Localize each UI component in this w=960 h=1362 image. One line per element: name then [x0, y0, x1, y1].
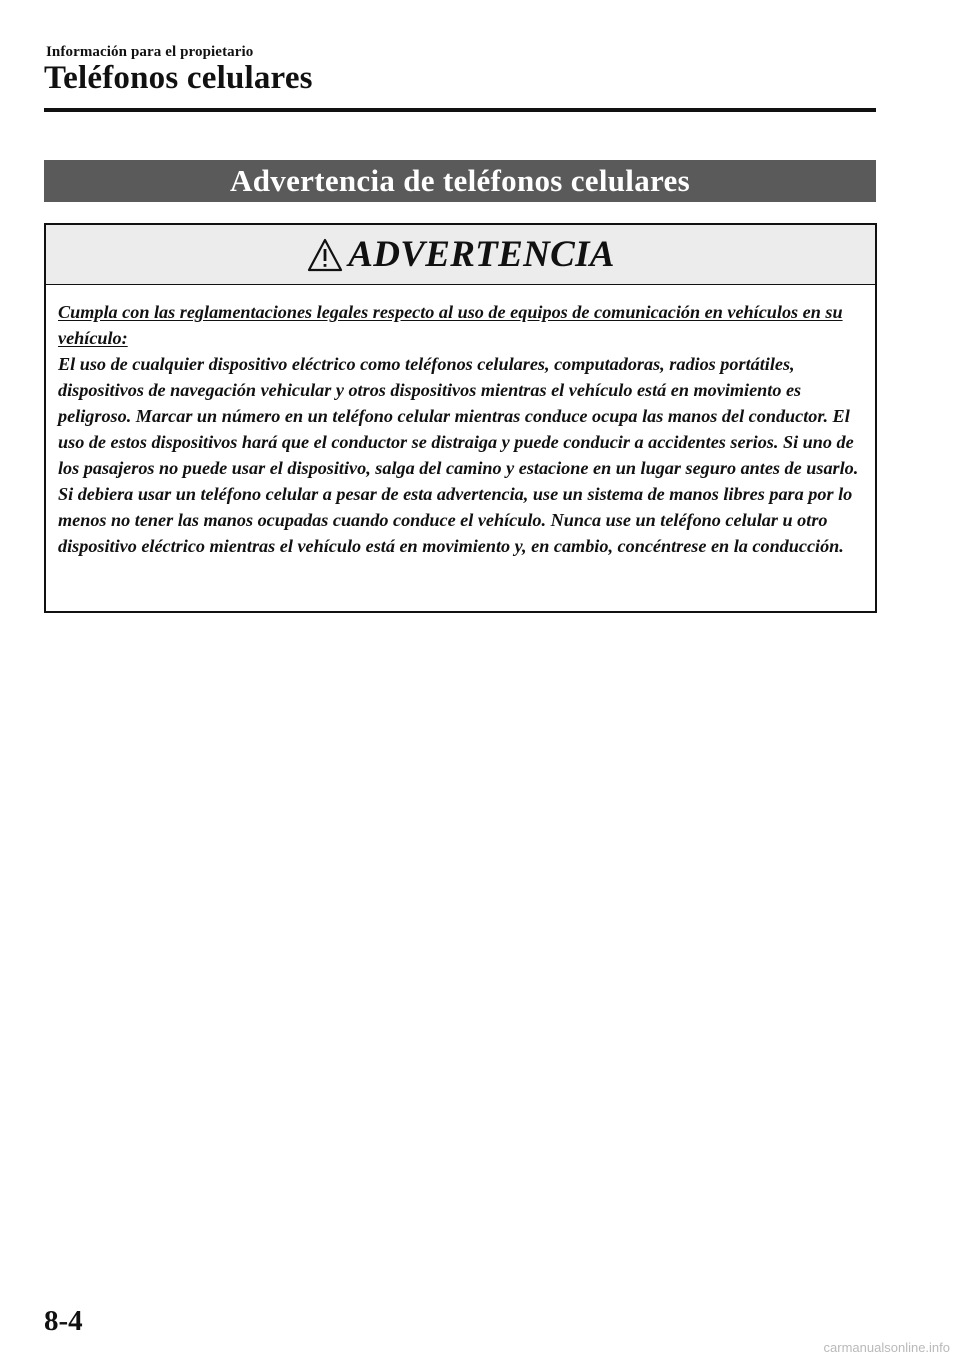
warning-triangle-icon [306, 237, 344, 273]
warning-title: ADVERTENCIA [348, 234, 615, 275]
warning-lead: Cumpla con las reglamentaciones legales respecto al uso de equipos de comunicación en vehículos en su vehículo: [58, 302, 843, 348]
section-banner: Advertencia de teléfonos celulares [44, 160, 876, 202]
warning-body [46, 285, 875, 559]
chapter-label: Información para el propietario [46, 44, 254, 60]
page-title: Teléfonos celulares [44, 60, 313, 96]
warning-header [46, 225, 875, 285]
watermark: carmanualsonline.info [823, 1340, 950, 1355]
header-divider [44, 108, 876, 112]
page-number: 8-4 [44, 1305, 83, 1337]
warning-box [44, 223, 877, 613]
warning-text: El uso de cualquier dispositivo eléctrico como teléfonos celulares, computadoras, radios portátiles, dispositivos de navegación vehicular y otros dispositivos mientras el vehículo está en movimiento es peligroso. Marcar un número en un teléfono celular mientras conduce ocupa las manos del conductor. El uso de estos dispositivos hará que el conductor se distraiga y puede conducir a accidentes serios. Si uno de los pasajeros no puede usar el dispositivo, salga del camino y estacione en un lugar seguro antes de usarlo. Si debiera usar un teléfono celular a pesar de esta advertencia, use un sistema de manos libres para por lo menos no tener las manos ocupadas cuando conduce el vehículo. Nunca use un teléfono celular u otro dispositivo eléctrico mientras el vehículo está en movimiento y, en cambio, concéntrese en la conducción. [58, 354, 859, 556]
